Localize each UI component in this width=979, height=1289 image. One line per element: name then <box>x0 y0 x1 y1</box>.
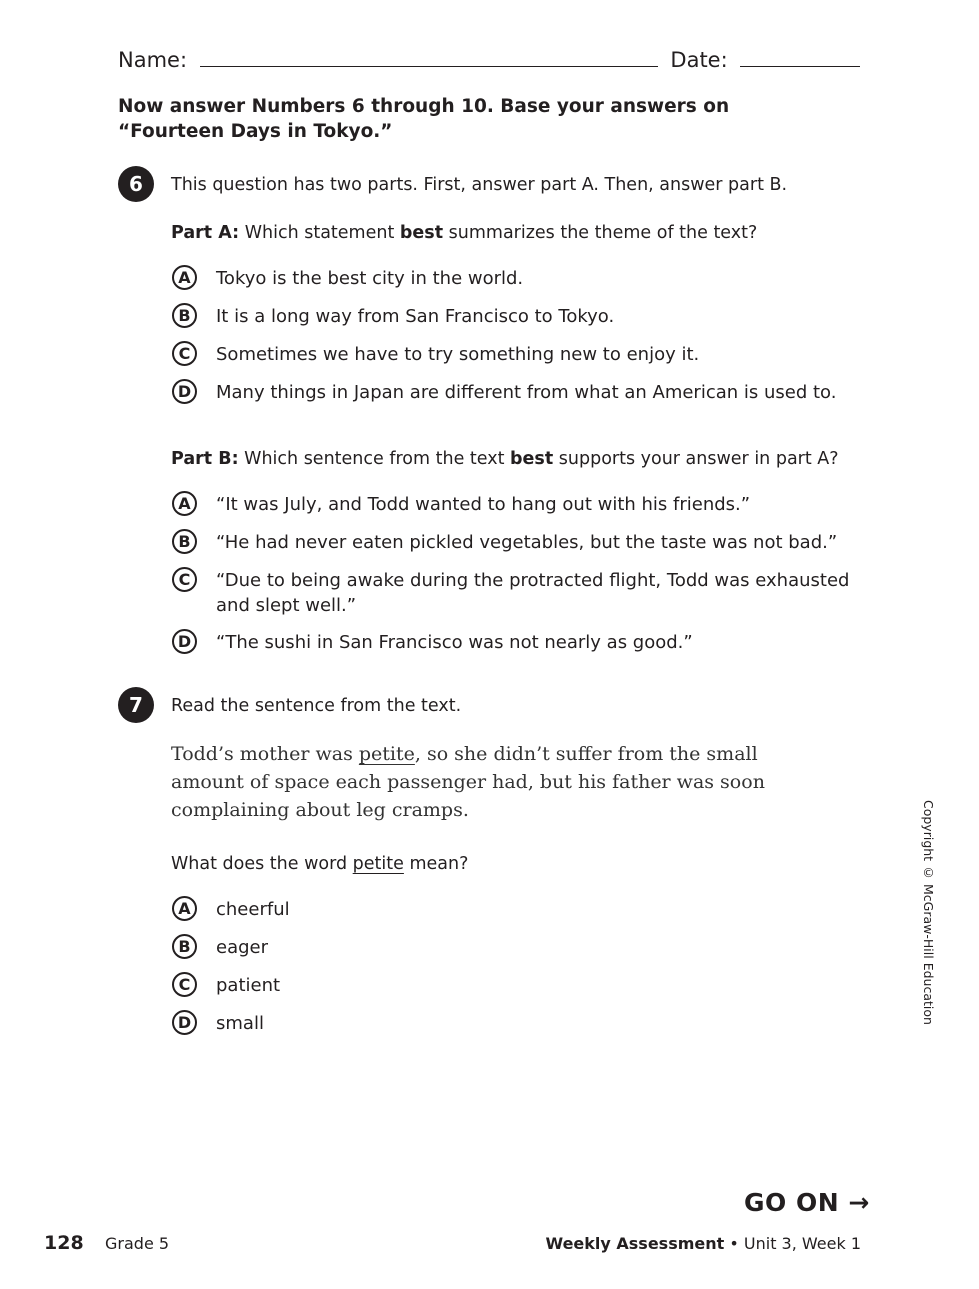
part-b-label: Part B: <box>171 449 239 469</box>
page-number: 128 <box>44 1232 84 1254</box>
option-d-bubble[interactable]: D <box>172 1010 197 1035</box>
date-label: Date: <box>670 48 728 72</box>
copyright-notice: Copyright © McGraw-Hill Education <box>921 800 936 1025</box>
grade-label: Grade 5 <box>105 1234 170 1253</box>
option-a-bubble[interactable]: A <box>172 896 197 921</box>
option-c-bubble[interactable]: C <box>172 972 197 997</box>
passage-text: Todd’s mother was <box>171 743 359 765</box>
part-a-label: Part A: <box>171 223 240 243</box>
option-text: “Due to being awake during the protracted flight, Todd was exhausted and slept well.” <box>216 570 850 616</box>
option-text: It is a long way from San Francisco to Tokyo. <box>216 306 615 327</box>
date-field[interactable] <box>740 46 860 67</box>
assessment-info <box>545 1234 861 1253</box>
option-text: small <box>216 1013 264 1034</box>
option-c-bubble[interactable]: C <box>172 341 197 366</box>
question-6-intro: This question has two parts. First, answer part A. Then, answer part B. <box>171 175 788 195</box>
name-date-line <box>118 46 860 72</box>
part-b-prompt-text: Which sentence from the text <box>238 449 511 469</box>
prompt-text-end: mean? <box>403 854 469 874</box>
option-text: Many things in Japan are different from what an American is used to. <box>216 382 837 403</box>
option-text: “It was July, and Todd wanted to hang out with his friends.” <box>216 494 751 515</box>
question-7-prompt <box>171 854 468 874</box>
instructions: Now answer Numbers 6 through 10. Base your answers on “Fourteen Days in Tokyo.” <box>118 96 730 142</box>
option-d-bubble[interactable]: D <box>172 629 197 654</box>
option-b-bubble[interactable]: B <box>172 303 197 328</box>
option-text: “The sushi in San Francisco was not nearly as good.” <box>216 632 693 653</box>
part-b-prompt-text-end: supports your answer in part A? <box>553 449 839 469</box>
option-text: cheerful <box>216 899 290 920</box>
passage-underlined-word: petite <box>358 743 415 765</box>
option-text: eager <box>216 937 269 958</box>
part-a-prompt-text: Which statement <box>239 223 400 243</box>
assessment-title: Weekly Assessment <box>545 1234 725 1253</box>
option-a-bubble[interactable]: A <box>172 265 197 290</box>
option-text: Tokyo is the best city in the world. <box>216 268 524 289</box>
part-a-prompt <box>171 223 757 243</box>
separator: • <box>724 1234 744 1253</box>
go-on-label: GO ON <box>744 1188 840 1217</box>
question-7-intro: Read the sentence from the text. <box>171 696 462 716</box>
name-field[interactable] <box>200 46 658 67</box>
passage-excerpt <box>171 740 831 824</box>
option-c-bubble[interactable]: C <box>172 567 197 592</box>
prompt-underlined-word: petite <box>352 854 404 874</box>
option-b-bubble[interactable]: B <box>172 934 197 959</box>
option-a-bubble[interactable]: A <box>172 491 197 516</box>
part-b-prompt <box>171 449 839 469</box>
name-label: Name: <box>118 48 188 72</box>
question-7-number: 7 <box>118 687 154 723</box>
passage-text-end: , so she didn’t suffer from the small amount of space each passenger had, but his father was soon complaining about leg cramps. <box>171 743 765 821</box>
question-6-number: 6 <box>118 166 154 202</box>
go-on-indicator <box>744 1188 870 1217</box>
option-d-bubble[interactable]: D <box>172 379 197 404</box>
part-a-emphasis: best <box>399 223 444 243</box>
prompt-text: What does the word <box>171 854 353 874</box>
arrow-right-icon: → <box>848 1188 870 1217</box>
unit-week: Unit 3, Week 1 <box>743 1234 861 1253</box>
part-b-emphasis: best <box>510 449 554 469</box>
option-b-bubble[interactable]: B <box>172 529 197 554</box>
option-text: “He had never eaten pickled vegetables, but the taste was not bad.” <box>216 532 838 553</box>
option-text: patient <box>216 975 281 996</box>
part-a-prompt-text-end: summarizes the theme of the text? <box>443 223 758 243</box>
option-text: Sometimes we have to try something new to enjoy it. <box>216 344 700 365</box>
